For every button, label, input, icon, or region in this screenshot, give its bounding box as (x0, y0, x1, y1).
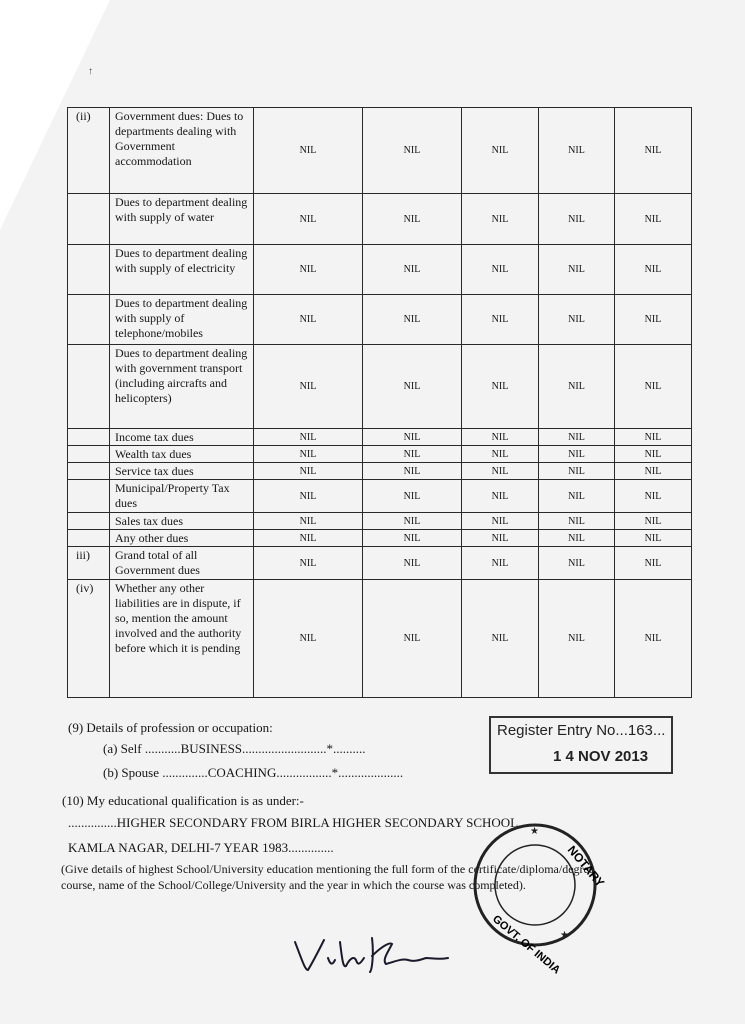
row-serial (68, 295, 110, 345)
row-value: NIL (363, 108, 462, 194)
table-row (68, 547, 692, 580)
row-serial (68, 194, 110, 245)
row-value: NIL (462, 480, 539, 513)
row-value: NIL (615, 463, 692, 480)
row-value: NIL (363, 513, 462, 530)
government-dues-table (67, 107, 692, 698)
row-value: NIL (615, 547, 692, 580)
seal-top-text: NOTARY (564, 842, 608, 890)
register-date: 1 4 NOV 2013 (553, 748, 649, 765)
row-value: NIL (254, 530, 363, 547)
row-label: Income tax dues (110, 429, 254, 446)
row-value: NIL (615, 513, 692, 530)
table-row (68, 108, 692, 194)
section-9-heading: (9) Details of profession or occupation: (68, 720, 273, 735)
row-label: Dues to department dealing with government transport (including aircrafts and helicopters) (110, 345, 254, 429)
row-value: NIL (363, 580, 462, 698)
table-row (68, 480, 692, 513)
row-value: NIL (615, 580, 692, 698)
qualification-note-2: course, name of the School/College/University and the year in which the course was completed). (61, 878, 526, 892)
row-value: NIL (254, 446, 363, 463)
row-label: Government dues: Dues to departments dealing with Government accommodation (110, 108, 254, 194)
row-label: Any other dues (110, 530, 254, 547)
row-value: NIL (539, 480, 615, 513)
row-serial (68, 480, 110, 513)
row-serial (68, 463, 110, 480)
row-label: Dues to department dealing with supply of telephone/mobiles (110, 295, 254, 345)
row-value: NIL (363, 245, 462, 295)
row-value: NIL (615, 480, 692, 513)
row-value: NIL (539, 463, 615, 480)
row-value: NIL (254, 429, 363, 446)
row-value: NIL (363, 463, 462, 480)
register-entry-text: Register Entry No...163... (497, 722, 666, 739)
seal-bottom-text: GOVT. OF INDIA (490, 913, 563, 977)
row-value: NIL (363, 295, 462, 345)
row-value: NIL (462, 547, 539, 580)
row-value: NIL (462, 513, 539, 530)
table-row (68, 245, 692, 295)
table-row (68, 295, 692, 345)
row-serial (68, 513, 110, 530)
row-value: NIL (539, 245, 615, 295)
row-value: NIL (254, 295, 363, 345)
row-value: NIL (539, 513, 615, 530)
table-row (68, 446, 692, 463)
table-row (68, 463, 692, 480)
row-serial (68, 245, 110, 295)
row-value: NIL (539, 345, 615, 429)
row-label: Dues to department dealing with supply of water (110, 194, 254, 245)
table-row (68, 580, 692, 698)
register-entry-stamp (489, 716, 673, 774)
seal-star-icon-2: ★ (560, 930, 569, 941)
row-value: NIL (462, 108, 539, 194)
row-serial: (iv) (68, 580, 110, 698)
row-value: NIL (539, 580, 615, 698)
row-value: NIL (462, 295, 539, 345)
qualification-line-2: KAMLA NAGAR, DELHI-7 YEAR 1983.............. (68, 840, 334, 855)
row-label: Sales tax dues (110, 513, 254, 530)
table-row (68, 194, 692, 245)
row-value: NIL (254, 463, 363, 480)
row-serial (68, 446, 110, 463)
row-value: NIL (615, 345, 692, 429)
qualification-line-1: ...............HIGHER SECONDARY FROM BIRLA HIGHER SECONDARY SCHOOL, (68, 815, 522, 830)
row-value: NIL (539, 446, 615, 463)
row-value: NIL (539, 295, 615, 345)
row-value: NIL (254, 245, 363, 295)
row-value: NIL (363, 345, 462, 429)
signature (290, 930, 460, 980)
row-value: NIL (254, 194, 363, 245)
row-serial (68, 429, 110, 446)
row-value: NIL (615, 194, 692, 245)
row-label: Whether any other liabilities are in dispute, if so, mention the amount involved and the authority before which it is pending (110, 580, 254, 698)
row-value: NIL (363, 480, 462, 513)
row-value: NIL (363, 547, 462, 580)
row-value: NIL (462, 194, 539, 245)
table-row (68, 345, 692, 429)
row-value: NIL (615, 429, 692, 446)
row-value: NIL (615, 530, 692, 547)
table-row (68, 429, 692, 446)
row-value: NIL (462, 530, 539, 547)
corner-mark: ↑ (88, 66, 93, 77)
qualification-note-1: (Give details of highest School/University education mentioning the full form of the certificate/diploma/degree (61, 862, 595, 876)
seal-star-icon: ★ (530, 826, 539, 837)
row-value: NIL (462, 463, 539, 480)
row-value: NIL (462, 245, 539, 295)
row-serial (68, 530, 110, 547)
row-value: NIL (539, 547, 615, 580)
row-serial: (ii) (68, 108, 110, 194)
row-value: NIL (462, 429, 539, 446)
row-value: NIL (462, 580, 539, 698)
row-value: NIL (363, 446, 462, 463)
row-value: NIL (539, 108, 615, 194)
table-row (68, 530, 692, 547)
row-value: NIL (615, 446, 692, 463)
table-row (68, 513, 692, 530)
row-value: NIL (254, 108, 363, 194)
row-label: Grand total of all Government dues (110, 547, 254, 580)
row-value: NIL (615, 295, 692, 345)
row-value: NIL (539, 429, 615, 446)
row-value: NIL (539, 194, 615, 245)
row-value: NIL (615, 108, 692, 194)
row-value: NIL (254, 345, 363, 429)
row-value: NIL (615, 245, 692, 295)
row-label: Wealth tax dues (110, 446, 254, 463)
row-serial: iii) (68, 547, 110, 580)
row-value: NIL (254, 513, 363, 530)
row-label: Dues to department dealing with supply of electricity (110, 245, 254, 295)
row-value: NIL (254, 580, 363, 698)
row-value: NIL (363, 530, 462, 547)
row-value: NIL (539, 530, 615, 547)
notary-seal (470, 820, 608, 977)
occupation-self: (a) Self ...........BUSINESS..........................*.......... (103, 741, 366, 756)
row-serial (68, 345, 110, 429)
row-label: Service tax dues (110, 463, 254, 480)
row-value: NIL (254, 480, 363, 513)
row-label: Municipal/Property Tax dues (110, 480, 254, 513)
row-value: NIL (363, 194, 462, 245)
row-value: NIL (363, 429, 462, 446)
occupation-spouse: (b) Spouse ..............COACHING.................*.................... (103, 765, 404, 780)
row-value: NIL (462, 345, 539, 429)
row-value: NIL (254, 547, 363, 580)
section-10-heading: (10) My educational qualification is as under:- (62, 793, 304, 808)
row-value: NIL (462, 446, 539, 463)
